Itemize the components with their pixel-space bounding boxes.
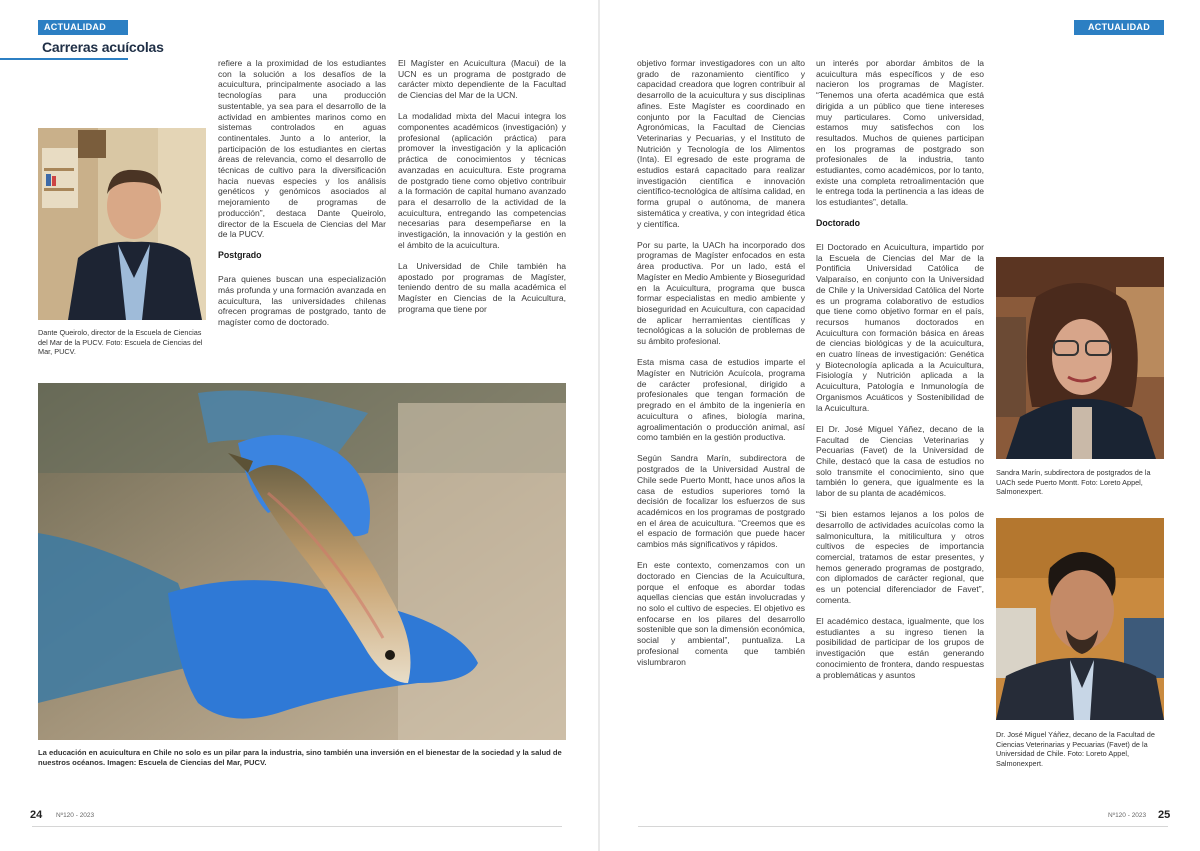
paragraph: Por su parte, la UACh ha incorporado dos programas de Magíster enfocados en esta área productiva. Por un lado, está el Magíster en Medio Ambiente y Bioseguridad en la Acuicultura, programa que busca formar especialistas en medio ambiente y bioseguridad en Acuicultura, con capacidad de aplicar herramientas científicas y tecnológicas a la solución de problemas de su ámbito profesional.	[637, 239, 805, 347]
right-text-column-1	[637, 58, 805, 678]
footer-rule	[32, 826, 562, 827]
left-page	[0, 0, 598, 851]
paragraph: Esta misma casa de estudios imparte el Magíster en Nutrición Acuícola, programa de carácter profesional, dirigido a profesionales que tengan formación de pregrado en el ámbito de la ingeniería en acuicultura o afines, biología marina, agroalimentación o producción animal, así como también en la gestión productiva.	[637, 357, 805, 443]
jose-caption: Dr. José Miguel Yáñez, decano de la Facultad de Ciencias Veterinarias y Pecuarias (Favet) de la Universidad de Chile. Foto: Loreto Appel, Salmonexpert.	[996, 730, 1155, 768]
subheading-doctorado: Doctorado	[816, 218, 860, 229]
right-text-column-2	[816, 58, 984, 691]
portrait-caption: Dante Queirolo, director de la Escuela de Ciencias del Mar de la PUCV. Foto: Escuela de Ciencias del Mar, PUCV.	[38, 328, 203, 356]
paragraph: La Universidad de Chile también ha apostado por programas de Magíster, teniendo dentro de su malla académica el Magíster en Ciencias de la Acuicultura, programa que tiene por	[398, 260, 566, 314]
issue-label: Nº120 - 2023	[1108, 812, 1147, 819]
page-number: 24	[30, 809, 43, 821]
paragraph: “Si bien estamos lejanos a los polos de desarrollo de actividades acuícolas como la salmonicultura, la mitilicultura y otros cultivos de especies de importancia comercial, tratamos de estar presentes, y hemos generado programas de postgrado, con diplomados de carácter regional, que es un potencial diferenciador de Favet”, comenta.	[816, 509, 984, 605]
portrait-dante-queirolo-photo	[38, 128, 206, 320]
paragraph: En este contexto, comenzamos con un doctorado en Ciencias de la Acuicultura, porque el enfoque es abordar todas aquellas ciencias que están involucradas y no solo el cultivo de especies. El objetivo es enfocarse en los pilares del desarrollo sostenible que son la dimensión económica, social y ambiental”, puntualiza. La profesional comenta que también vislumbraron	[637, 560, 805, 667]
paragraph: refiere a la proximidad de los estudiantes con la solución a los desafíos de la acuicultura, principalmente asociado a las tecnologías para una producción sustentable, ya sea para el desarrollo de la actividad en ambientes marinos como en sistemas controlados en aguas continentales. Junto a lo anterior, la participación de los estudiantes en ciertas áreas de relevancia, como el desarrollo de técnicas de cultivo para la diversificación hacia nuevas especies y los análisis genéticos y genómicos asociados al mejoramiento de programas de producción”, destaca Dante Queirolo, director de la Escuela de Ciencias del Mar de la PUCV.	[218, 58, 386, 240]
gloved-hands-holding-fish-photo	[38, 383, 566, 740]
section-tag: ACTUALIDAD	[38, 20, 128, 35]
paragraph: Para quienes buscan una especialización más profunda y una formación avanzada en acuicultura, las universidades chilenas ofrecen programas de postgrado, tanto de magíster como de doctorado.	[218, 274, 386, 327]
paragraph: El Magíster en Acuicultura (Macui) de la UCN es un programa de postgrado de carácter mixto dependiente de la Facultad de Ciencias del Mar de la UCN.	[398, 58, 566, 101]
footer-rule	[638, 826, 1168, 827]
paragraph: La modalidad mixta del Macui integra los componentes académicos (investigación) y profesional (aplicación práctica) para promover la investigación y la aplicación práctica de conocimientos y técnicas avanzadas en acuicultura. Este programa de postgrado tiene como objetivo contribuir a la formación de capital humano avanzado para el desarrollo de la actividad de la acuicultura, entregando las competencias necesarias para desempeñarse en la investigación, la innovación y la gestión en el ámbito de la acuicultura.	[398, 111, 566, 250]
paragraph: El Dr. José Miguel Yáñez, decano de la Facultad de Ciencias Veterinarias y Pecuarias (Favet) de la Universidad de Chile, destacó que la casa de estudios no solo transmite el conocimiento, sino que también lo genera, que igualmente es la labor de su planta de académicos.	[816, 423, 984, 499]
section-title: Carreras acuícolas	[42, 39, 164, 55]
paragraph: Según Sandra Marín, subdirectora de postgrados de la Universidad Austral de Chile sede Puerto Montt, hace unos años la casa de estudios superiores tomó la decisión de focalizar los esfuerzos de sus académicos en los programas de postgrado en el área de acuicultura. “Creemos que es el espacio de formación que puede hacer cambios más significativos y rápidos.	[637, 453, 805, 550]
fish-photo-caption: La educación en acuicultura en Chile no solo es un pilar para la industria, sino también una inversión en el bienestar de la sociedad y la salud de nuestros océanos. Imagen: Escuela de Ciencias del Mar, PUCV.	[38, 748, 562, 767]
paragraph: El académico destaca, igualmente, que los estudiantes a su ingreso tienen la posibilidad de participar de los grupos de investigación que están generando conocimiento de frontera, dando respuestas a problemáticas y asuntos	[816, 616, 984, 680]
left-text-column-1	[218, 58, 386, 338]
sandra-caption: Sandra Marín, subdirectora de postgrados de la UACh sede Puerto Montt. Foto: Loreto Appel, Salmonexpert.	[996, 468, 1151, 496]
portrait-sandra-marin-photo	[996, 257, 1164, 459]
page-number: 25	[1158, 809, 1171, 821]
title-underline	[0, 58, 128, 60]
issue-label: Nº120 - 2023	[56, 812, 95, 819]
paragraph: un interés por abordar ámbitos de la acuicultura más específicos y de eso nacieron los programas de Magíster. “Tenemos una oferta académica que está dirigida a un público que tiene intereses muy particulares. Como universidad, estamos muy satisfechos con los resultados. Muchos de quienes participan en los programas de postgrado son profesionales de la industria, tanto estudiantes, como académicos, por lo tanto, existe una completa retroalimentación que le entrega toda la pertinencia a las ideas de los estudiantes”, detalla.	[816, 58, 984, 208]
portrait-jose-miguel-yanez-photo	[996, 518, 1164, 720]
left-text-column-2	[398, 58, 566, 325]
paragraph: El Doctorado en Acuicultura, impartido por la Escuela de Ciencias del Mar de la Pontificia Universidad Católica de Valparaíso, en conjunto con la Universidad de Chile y la Universidad Católica del Norte es un programa colaborativo de estudios que tiene como objetivo formar en el país, recursos humanos doctorados en Acuicultura con formación básica en áreas de ciencias biológicas y de la acuicultura, en cuatro líneas de investigación: Genética y Biotecnología aplicada a la Acuicultura, Fisiología y Nutrición aplicada a la Acuicultura, Patología e Inmunología de Organismos Acuáticos y Sostenibilidad de la Acuicultura.	[816, 242, 984, 413]
paragraph: objetivo formar investigadores con un alto grado de razonamiento científico y capacidad creadora que logren contribuir al desarrollo de la acuicultura y sus disciplinas afines. Este Magíster es coordinado en conjunto por la Facultad de Ciencias Agronómicas, la Facultad de Ciencias Veterinarias y Pecuarias, y el Instituto de Nutrición y Tecnología de los Alimentos (Inta). El egresado de este programa de estudios estará capacitado para realizar investigación científica e innovación científico-tecnológica de altísima calidad, en forma grupal o autónoma, de manera sistemática y creativa, y con integridad ética y científica.	[637, 58, 805, 229]
subheading-postgrado: Postgrado	[218, 250, 262, 261]
right-page	[600, 0, 1200, 851]
section-tag: ACTUALIDAD	[1074, 20, 1164, 35]
